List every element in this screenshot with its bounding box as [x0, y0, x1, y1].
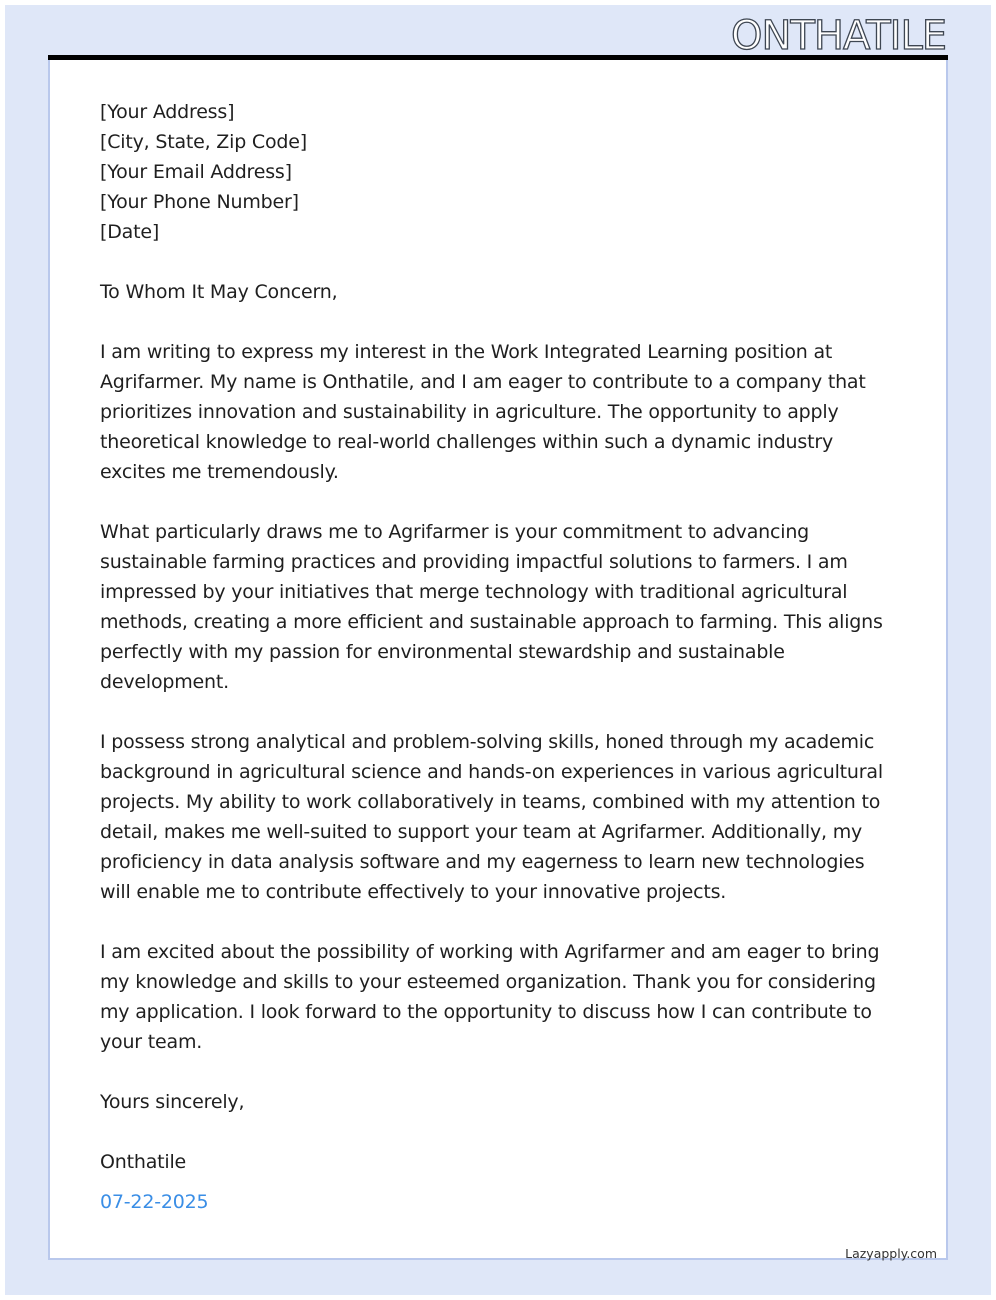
paragraph-motivation: What particularly draws me to Agrifarmer is your commitment to advancing sustainable farming practices and providing impactful solutions to farmers. I am impressed by your initiatives that merge technology with traditional agricultural methods, creating a more efficient and sustainable approach to farming. This aligns perfectly with my passion for environmental stewardship and sustainable development. [100, 521, 883, 693]
letter-body [100, 97, 900, 1217]
salutation: To Whom It May Concern, [100, 281, 338, 303]
sender-date: [Date] [100, 221, 160, 243]
header-name: ONTHATILE [731, 13, 946, 59]
paragraph-closing: I am excited about the possibility of working with Agrifarmer and am eager to bring my knowledge and skills to your esteemed organization. Thank you for considering my application. I look forward to the opportunity to discuss how I can contribute to your team. [100, 941, 880, 1053]
paragraph-intro: I am writing to express my interest in the Work Integrated Learning position at Agrifarmer. My name is Onthatile, and I am eager to contribute to a company that prioritizes innovation and sustainability in agriculture. The opportunity to apply theoretical knowledge to real-world challenges within such a dynamic industry excites me tremendously. [100, 341, 866, 483]
sender-city-state-zip: [City, State, Zip Code] [100, 131, 307, 153]
signature-date: 07-22-2025 [100, 1191, 209, 1213]
sender-email: [Your Email Address] [100, 161, 292, 183]
sender-address: [Your Address] [100, 101, 235, 123]
footer-brand: Lazyapply.com [845, 1246, 937, 1261]
paragraph-skills: I possess strong analytical and problem-solving skills, honed through my academic background in agricultural science and hands-on experiences in various agricultural projects. My ability to work collaboratively in teams, combined with my attention to detail, makes me well-suited to support your team at Agrifarmer. Additionally, my proficiency in data analysis software and my eagerness to learn new technologies will enable me to contribute effectively to your innovative projects. [100, 731, 883, 903]
signature-name: Onthatile [100, 1151, 187, 1173]
sender-phone: [Your Phone Number] [100, 191, 299, 213]
sender-block [100, 97, 900, 247]
closing: Yours sincerely, [100, 1091, 245, 1113]
